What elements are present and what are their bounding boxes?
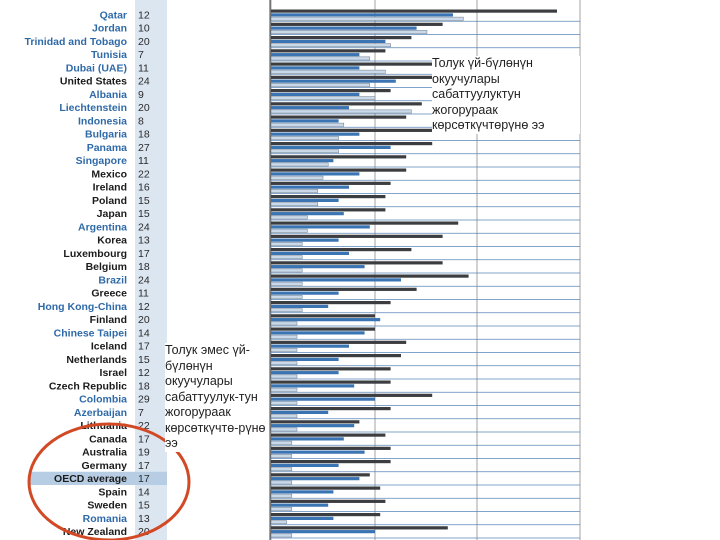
category-label: Iceland [90,340,127,353]
bar-series-1 [271,314,375,317]
category-label: Colombia [79,393,127,406]
bar-series-2 [271,490,333,493]
bar-series-3 [271,189,318,192]
table-value: 19 [138,446,150,459]
category-label: Argentina [77,221,127,234]
bar-series-2 [271,292,339,295]
table-value: 27 [138,141,150,154]
bar-series-2 [271,424,354,427]
category-label: Finland [89,314,127,326]
category-label: Dubai (UAE) [65,62,127,75]
category-label: Spain [98,486,127,499]
bar-series-3 [271,216,307,219]
category-label: Qatar [99,9,127,22]
bar-series-2 [271,517,333,520]
category-label: Tunisia [91,49,127,61]
bar-series-1 [271,182,391,185]
bar-series-1 [271,248,411,251]
bar-series-1 [271,394,432,397]
table-value: 18 [138,261,150,273]
table-value: 14 [138,327,150,340]
bar-series-1 [271,10,557,13]
bar-series-3 [271,295,302,298]
bar-series-3 [271,97,375,100]
category-label: Australia [82,446,127,459]
bar-series-3 [271,282,302,285]
bar-series-3 [271,362,297,365]
table-value: 17 [138,247,150,260]
category-label: Trinidad and Tobago [24,35,127,48]
bar-series-1 [271,129,453,132]
table-value: 9 [138,88,144,101]
table-value: 24 [138,221,150,234]
bar-series-3 [271,150,339,153]
bar-series-2 [271,159,333,162]
bar-series-1 [271,142,432,145]
table-value: 8 [138,115,144,128]
bar-series-2 [271,278,401,281]
bar-series-2 [271,358,339,361]
bar-series-1 [271,367,391,370]
category-label: Germany [81,459,127,472]
bar-series-1 [271,89,391,92]
bar-series-2 [271,80,396,83]
bar-series-1 [271,49,385,52]
table-value: 20 [138,35,150,48]
bar-series-3 [271,335,297,338]
bar-series-2 [271,186,349,189]
table-value: 15 [138,208,150,220]
table-value: 15 [138,353,150,366]
bar-series-3 [271,468,292,471]
bar-series-2 [271,398,375,401]
table-value: 24 [138,75,150,88]
bar-series-3 [271,269,302,272]
bar-series-2 [271,225,370,228]
bar-series-3 [271,163,328,166]
bar-series-2 [271,530,375,533]
category-label: Japan [96,208,127,220]
bar-series-3 [271,534,292,537]
bar-series-1 [271,116,406,119]
bar-series-3 [271,17,463,20]
category-label: Czech Republic [48,380,127,393]
table-value: 22 [138,420,150,432]
bar-series-2 [271,464,339,467]
table-value: 17 [138,433,150,446]
callout-two-parent-families: Толук үй-бүлөнүн окуучулары сабаттуулуктун жогорураак көрсөткүчтөрүнө ээ [432,56,580,134]
category-label: Mexico [91,168,127,181]
table-value: 12 [138,9,150,22]
bar-series-3 [271,507,292,510]
bar-series-3 [271,428,297,431]
bar-series-3 [271,203,318,206]
bar-series-2 [271,371,339,374]
bar-series-1 [271,261,443,264]
bar-series-1 [271,407,391,410]
bar-series-1 [271,460,391,463]
category-label: Brazil [98,274,127,287]
bar-series-1 [271,301,391,304]
bar-series-1 [271,23,443,26]
bar-series-2 [271,106,349,109]
category-label: Lithuania [80,420,127,432]
bar-series-3 [271,30,427,33]
category-label: Romania [82,512,127,525]
bar-series-3 [271,388,297,391]
table-value: 11 [138,62,149,75]
bar-series-2 [271,252,349,255]
category-label: Luxembourg [63,247,127,260]
bar-series-3 [271,123,344,126]
bar-series-2 [271,13,453,16]
bar-series-1 [271,222,458,225]
bar-series-3 [271,481,292,484]
category-label: Chinese Taipei [53,327,127,340]
category-label: Indonesia [77,115,127,128]
table-value: 10 [138,22,150,35]
table-value: 22 [138,168,150,181]
category-label: Poland [91,194,127,207]
bar-series-2 [271,66,359,69]
category-label: Panama [86,141,127,154]
table-value: 17 [138,459,150,472]
table-value: 11 [138,287,149,300]
table-value: 20 [138,314,150,326]
bar-series-2 [271,504,328,507]
bar-series-1 [271,102,422,105]
bar-series-1 [271,434,385,437]
bar-series-2 [271,119,339,122]
bar-series-1 [271,195,385,198]
bar-series-2 [271,345,349,348]
bar-series-2 [271,384,354,387]
bar-series-2 [271,318,380,321]
bar-series-3 [271,322,297,325]
category-label: Greece [91,287,127,300]
bar-series-2 [271,411,328,414]
bar-series-1 [271,63,432,66]
bar-series-2 [271,265,365,268]
bar-series-1 [271,381,391,384]
table-value: 18 [138,380,150,393]
category-label: Netherlands [66,353,127,366]
category-label: Canada [89,433,127,446]
bar-series-1 [271,341,406,344]
bar-series-1 [271,420,359,423]
bar-series-1 [271,500,385,503]
bar-series-3 [271,44,391,47]
bar-series-3 [271,176,323,179]
table-value: 16 [138,181,150,194]
bar-series-3 [271,401,297,404]
bar-series-1 [271,208,385,211]
category-label: OECD average [54,473,127,485]
bar-series-2 [271,305,328,308]
bar-series-1 [271,155,406,158]
category-label: Belgium [85,261,127,273]
table-value: 24 [138,274,150,287]
bar-series-2 [271,239,339,242]
table-value: 29 [138,393,150,406]
bar-series-3 [271,494,292,497]
bar-series-1 [271,288,417,291]
bar-series-2 [271,199,339,202]
table-value: 11 [138,155,149,167]
bar-series-2 [271,27,417,30]
table-value: 7 [138,406,144,419]
category-label: Singapore [75,155,127,167]
bar-series-3 [271,242,302,245]
table-value: 12 [138,367,150,379]
bar-series-3 [271,441,292,444]
table-value: 20 [138,526,150,538]
bar-series-3 [271,375,297,378]
table-value: 20 [138,102,150,114]
bar-series-3 [271,415,297,418]
category-label: Liechtenstein [59,102,127,114]
bar-series-3 [271,454,292,457]
category-label: Azerbaijan [73,406,127,419]
table-value: 13 [138,234,150,247]
bar-series-3 [271,70,385,73]
table-value: 15 [138,194,150,207]
table-value: 14 [138,486,150,499]
bar-series-3 [271,521,287,524]
category-label: Korea [97,234,127,247]
category-label: Hong Kong-China [37,300,127,313]
bar-series-3 [271,83,370,86]
bar-series-3 [271,256,302,259]
bar-series-3 [271,57,370,60]
category-label: New Zealand [62,526,127,538]
table-value: 18 [138,128,150,141]
bar-series-2 [271,146,391,149]
bar-series-3 [271,229,307,232]
table-value: 15 [138,499,150,512]
bar-series-1 [271,235,443,238]
bar-series-1 [271,169,406,172]
category-label: Israel [99,367,127,379]
bar-series-2 [271,212,344,215]
bar-series-2 [271,477,359,480]
bar-series-3 [271,110,411,113]
table-value: 12 [138,300,150,313]
bar-series-1 [271,275,469,278]
bar-series-1 [271,513,380,516]
bar-series-3 [271,136,339,139]
bar-series-2 [271,40,385,43]
bar-series-1 [271,76,453,79]
table-value: 13 [138,512,150,525]
category-label: Albania [89,88,127,101]
callout-single-parent-families: Толук эмес үй-бүлөнүн окуучулары сабаттуулук-тун жогорураак көрсөткүчтө-рүнө ээ [165,343,269,452]
bar-series-2 [271,451,365,454]
bar-series-2 [271,133,359,136]
bar-series-1 [271,36,411,39]
bar-series-1 [271,473,370,476]
bar-series-1 [271,487,380,490]
bar-series-2 [271,172,359,175]
category-label: Jordan [91,22,127,35]
category-label: Ireland [92,181,127,194]
bar-series-2 [271,93,359,96]
table-value: 17 [138,340,150,353]
bar-series-1 [271,526,448,529]
bar-series-1 [271,328,375,331]
category-label: Sweden [87,499,127,512]
bar-series-3 [271,348,297,351]
bar-series-2 [271,331,365,334]
bar-series-2 [271,53,359,56]
category-label: United States [59,75,127,88]
table-value: 7 [138,49,144,61]
category-label: Bulgaria [84,128,127,141]
bar-series-2 [271,437,344,440]
bar-series-3 [271,309,302,312]
table-value: 17 [138,473,150,485]
bar-series-1 [271,354,401,357]
bar-series-1 [271,447,391,450]
